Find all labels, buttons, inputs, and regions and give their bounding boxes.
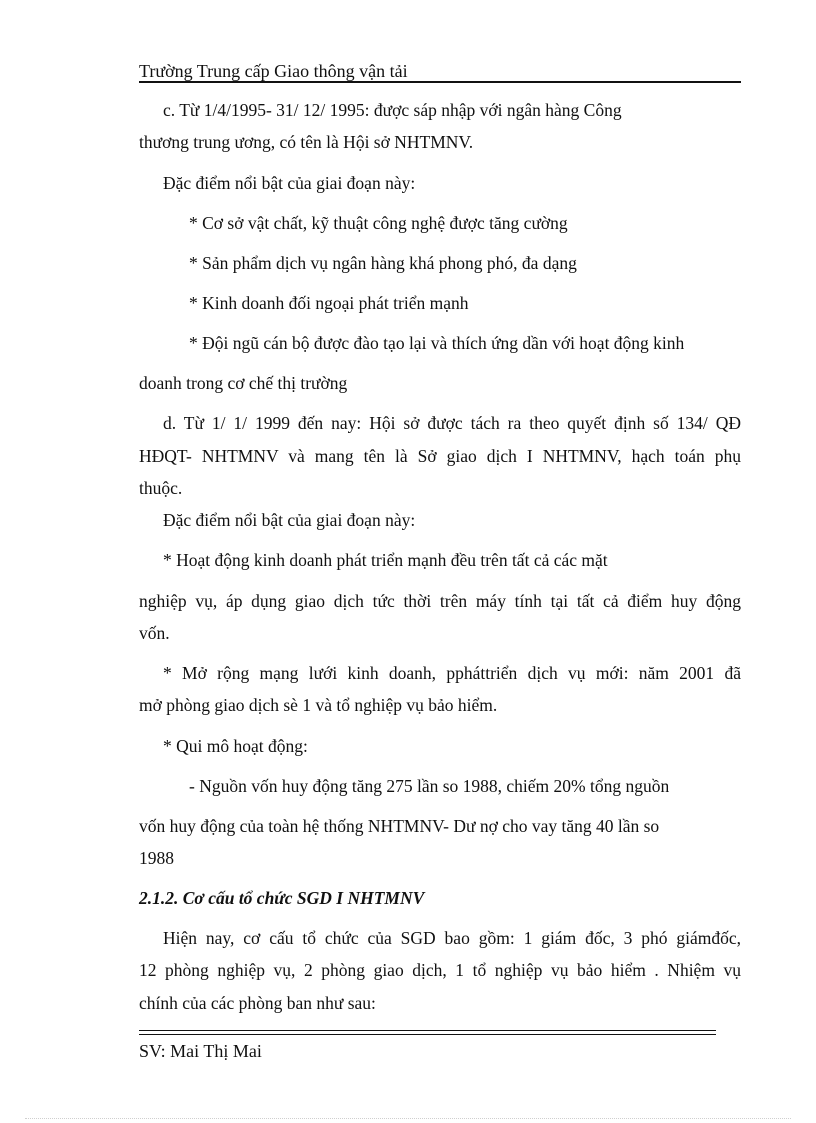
paragraph-line: thương trung ương, có tên là Hội sở NHTMNV. bbox=[139, 132, 474, 152]
paragraph-line: c. Từ 1/4/1995- 31/ 12/ 1995: được sáp nhập với ngân hàng Công bbox=[163, 100, 622, 120]
header-rule bbox=[139, 81, 741, 83]
paragraph-line: HĐQT- NHTMNV và mang tên là Sở giao dịch I NHTMNV, hạch toán phụ bbox=[139, 446, 741, 466]
paragraph-line: vốn. bbox=[139, 623, 170, 643]
page-bottom-border bbox=[25, 1118, 791, 1119]
paragraph-line: Đặc điểm nổi bật của giai đoạn này: bbox=[163, 510, 416, 530]
paragraph-line: mở phòng giao dịch sè 1 và tổ nghiệp vụ bảo hiểm. bbox=[139, 695, 498, 715]
page-header-title: Trường Trung cấp Giao thông vận tải bbox=[139, 61, 408, 81]
paragraph-line: doanh trong cơ chế thị trường bbox=[139, 373, 348, 393]
footer-rule bbox=[139, 1034, 716, 1035]
bullet-line: * Hoạt động kinh doanh phát triển mạnh đều trên tất cả các mặt bbox=[163, 550, 608, 570]
bullet-line: * Cơ sở vật chất, kỹ thuật công nghệ được tăng cường bbox=[189, 213, 568, 233]
paragraph-line: 12 phòng nghiệp vụ, 2 phòng giao dịch, 1 tổ nghiệp vụ bảo hiểm . Nhiệm vụ bbox=[139, 960, 741, 980]
paragraph-line: Đặc điểm nổi bật của giai đoạn này: bbox=[163, 173, 416, 193]
paragraph-line: d. Từ 1/ 1/ 1999 đến nay: Hội sở được tách ra theo quyết định số 134/ QĐ bbox=[163, 413, 741, 433]
bullet-line: * Đội ngũ cán bộ được đào tạo lại và thích ứng dần với hoạt động kinh bbox=[189, 333, 685, 353]
bullet-line: * Sản phẩm dịch vụ ngân hàng khá phong phó, đa dạng bbox=[189, 253, 577, 273]
footer-rule bbox=[139, 1030, 716, 1031]
paragraph-line: thuộc. bbox=[139, 478, 183, 498]
bullet-line: * Qui mô hoạt động: bbox=[163, 736, 308, 756]
paragraph-line: chính của các phòng ban như sau: bbox=[139, 993, 376, 1013]
paragraph-line: 1988 bbox=[139, 848, 174, 868]
bullet-line: * Mở rộng mạng lưới kinh doanh, ppháttriển dịch vụ mới: năm 2001 đã bbox=[163, 663, 741, 683]
page-footer-student: SV: Mai Thị Mai bbox=[139, 1041, 262, 1061]
paragraph-line: vốn huy động của toàn hệ thống NHTMNV- Dư nợ cho vay tăng 40 lần so bbox=[139, 816, 660, 836]
paragraph-line: - Nguồn vốn huy động tăng 275 lần so 1988, chiếm 20% tổng nguồn bbox=[189, 776, 670, 796]
paragraph-line: Hiện nay, cơ cấu tổ chức của SGD bao gồm: 1 giám đốc, 3 phó giámđốc, bbox=[163, 928, 741, 948]
section-heading: 2.1.2. Cơ cấu tổ chức SGD I NHTMNV bbox=[139, 888, 425, 908]
bullet-line: * Kinh doanh đối ngoại phát triển mạnh bbox=[189, 293, 469, 313]
paragraph-line: nghiệp vụ, áp dụng giao dịch tức thời trên máy tính tại tất cả điểm huy động bbox=[139, 591, 741, 611]
